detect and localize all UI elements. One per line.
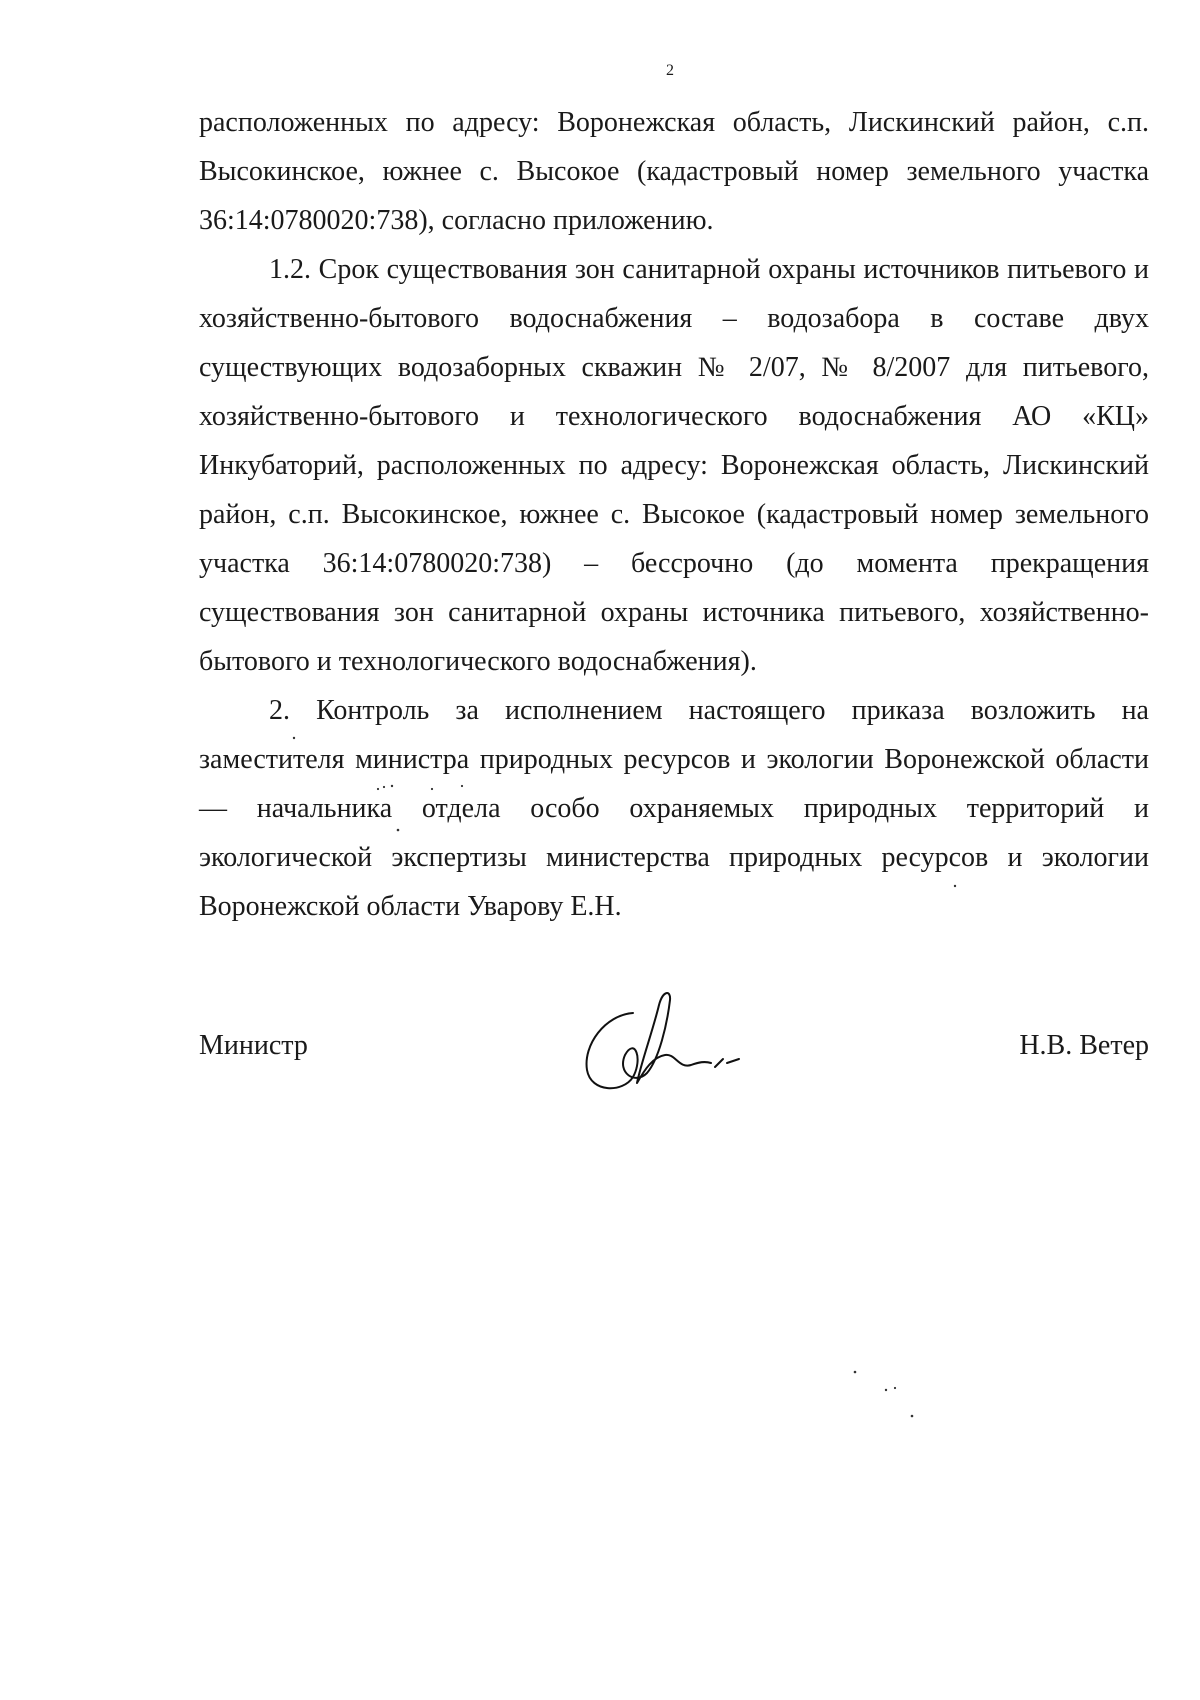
paragraph-1-2: 1.2. Срок существования зон санитарной охраны источников питьевого и хозяйственно-бытового водоснабжения – водозабора в составе двух существующих водозаборных скважин № 2/07, № 8/2007 для питьевого, хозяйственно-бытового и технологического водоснабжения АО «КЦ» Инкубаторий, расположенных по адресу: Воронежская область, Лискинский район, с.п. Высокинское, южнее с. Высокое (кадастровый номер земельного участка 36:14:0780020:738) – бессрочно (до момента прекращения существования зон санитарной охраны источника питьевого, хозяйственно-бытового и технологического водоснабжения). <box>199 254 1149 677</box>
handwritten-signature <box>575 985 745 1105</box>
signatory-position: Министр <box>199 1030 308 1061</box>
paragraph-continuation: расположенных по адресу: Воронежская область, Лискинский район, с.п. Высокинское, южнее с. Высокое (кадастровый номер земельного участка 36:14:0780020:738), согласно приложению. <box>199 107 1149 236</box>
page-number: 2 <box>666 62 674 79</box>
document-body <box>199 98 1149 931</box>
paragraph-2: 2. Контроль за исполнением настоящего приказа возложить на заместителя министра природных ресурсов и экологии Воронежской области — начальника отдела особо охраняемых природных территорий и экологической экспертизы министерства природных ресурсов и экологии Воронежской области Уварову Е.Н. <box>199 695 1149 922</box>
signatory-name: Н.В. Ветер <box>1019 1030 1149 1061</box>
